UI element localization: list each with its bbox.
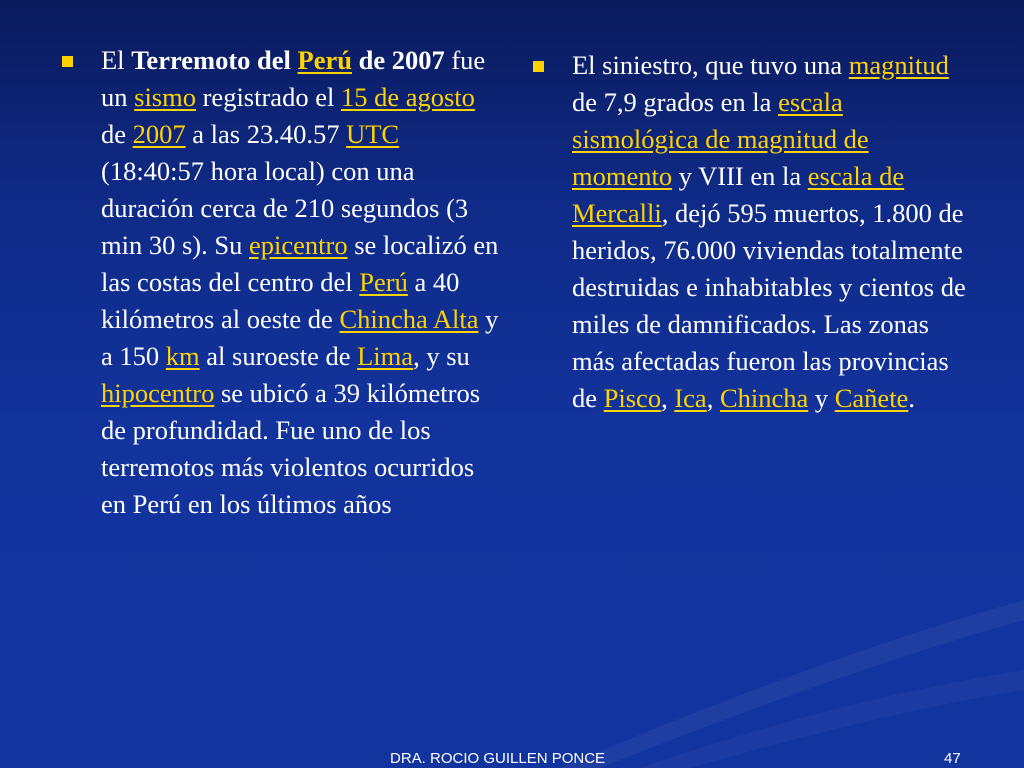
link-ica[interactable]: Ica — [674, 383, 707, 413]
text-segment: Terremoto del — [131, 45, 298, 75]
text-segment: fue un — [101, 45, 486, 112]
text-segment: al suroeste de — [199, 341, 358, 371]
link-escala-sismologica[interactable]: escala sismológica de magnitud de momento — [572, 87, 869, 191]
footer-author: DRA. ROCIO GUILLEN PONCE — [390, 750, 606, 767]
text-segment: de 2007 — [351, 45, 445, 75]
link-km[interactable]: km — [165, 341, 200, 371]
link-hipocentro[interactable]: hipocentro — [101, 378, 215, 408]
link-pisco[interactable]: Pisco — [603, 383, 662, 413]
text-segment: , y su — [413, 341, 470, 371]
text-segment: a las 23.40.57 — [185, 119, 347, 149]
bullet-square-icon — [62, 56, 73, 67]
right-column — [533, 47, 973, 417]
link-chincha[interactable]: Chincha — [719, 383, 809, 413]
text-segment: registrado el — [195, 82, 341, 112]
text-segment: , — [706, 383, 720, 413]
link-lima[interactable]: Lima — [357, 341, 414, 371]
text-segment: (18:40:57 hora local) con una duración cerca de 210 segundos (3 min 30 s). Su — [101, 156, 469, 260]
text-segment: se localizó en las costas del centro del — [101, 230, 499, 297]
text-segment: y a 150 — [101, 304, 499, 371]
link-peru-2[interactable]: Perú — [359, 267, 408, 297]
link-magnitud[interactable]: magnitud — [848, 50, 949, 80]
text-bold — [131, 45, 445, 75]
link-escala-mercalli[interactable]: escala de Mercalli — [572, 161, 905, 228]
link-canete[interactable]: Cañete — [834, 383, 909, 413]
page-number: 47 — [944, 750, 961, 767]
link-2007[interactable]: 2007 — [132, 119, 186, 149]
text-segment: a 40 kilómetros al oeste de — [101, 267, 460, 334]
text-segment: , — [661, 383, 675, 413]
bullet-item-siniestro — [533, 47, 973, 417]
link-peru[interactable]: Perú — [297, 45, 352, 75]
text-segment: y VIII en la — [672, 161, 808, 191]
link-chincha-alta[interactable]: Chincha Alta — [339, 304, 479, 334]
link-utc[interactable]: UTC — [346, 119, 400, 149]
text-segment: El — [101, 45, 132, 75]
text-segment: El siniestro, que tuvo una — [572, 50, 849, 80]
bullet-item-terremoto — [62, 42, 502, 523]
link-15-de-agosto[interactable]: 15 de agosto — [340, 82, 475, 112]
bullet-square-icon — [533, 61, 544, 72]
text-segment: . — [908, 383, 915, 413]
text-segment: , dejó 595 muertos, 1.800 de heridos, 76.000 viviendas totalmente destruidas e inhabitables y cientos de miles de damnificados. Las zonas más afectadas fueron las provincias de — [572, 198, 966, 413]
text-segment: y — [808, 383, 835, 413]
left-column — [62, 42, 502, 523]
link-epicentro[interactable]: epicentro — [248, 230, 348, 260]
text-segment: de — [101, 119, 133, 149]
text-segment: de 7,9 grados en la — [572, 87, 779, 117]
text-segment: se ubicó a 39 kilómetros de profundidad. Fue uno de los terremotos más violentos ocurridos en Perú en los últimos años — [101, 378, 481, 519]
link-sismo[interactable]: sismo — [134, 82, 196, 112]
